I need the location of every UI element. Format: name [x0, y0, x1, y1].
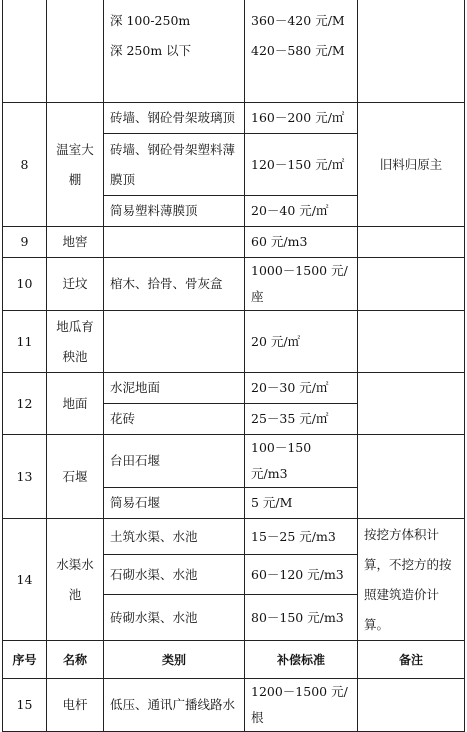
header-category: 类别: [104, 641, 245, 679]
row-number: 10: [3, 258, 47, 311]
row-name: 地瓜育秧池: [47, 311, 104, 373]
note-cell: 旧料归原主: [358, 103, 465, 227]
standard-cell: 1200－1500 元/根: [245, 679, 358, 732]
category-cell: [104, 311, 245, 373]
category-cell: [104, 0, 245, 103]
note-cell: 按挖方体积计算，不挖方的按照建筑造价计算。: [358, 519, 465, 641]
table-header: [3, 641, 465, 679]
standard-cell: 15－25 元/m3: [245, 519, 358, 555]
row-number: 12: [3, 373, 47, 435]
standard-cell: 20－40 元/㎡: [245, 196, 358, 227]
row-number: 8: [3, 103, 47, 227]
standard-line: 420－580 元/M: [251, 43, 345, 58]
standard-cell: 160－200 元/㎡: [245, 103, 358, 134]
standard-cell: 80－150 元/m3: [245, 595, 358, 641]
category-cell: 石砌水渠、水池: [104, 555, 245, 595]
standard-cell: 60－120 元/m3: [245, 555, 358, 595]
row-number: 11: [3, 311, 47, 373]
standard-cell: 100－150 元/m3: [245, 435, 358, 488]
standard-line: 360－420 元/M: [251, 13, 345, 28]
category-cell: 砖墙、钢砼骨架玻璃顶: [104, 103, 245, 134]
row-name: 地窖: [47, 227, 104, 258]
standard-cell: 5 元/M: [245, 488, 358, 519]
category-cell: 砖墙、钢砼骨架塑料薄膜顶: [104, 134, 245, 196]
row-name: 电杆: [47, 679, 104, 732]
row-name: 地面: [47, 373, 104, 435]
table-row: [3, 0, 465, 103]
row-name: 温室大棚: [47, 103, 104, 227]
category-cell: 水泥地面: [104, 373, 245, 404]
category-cell: 简易石堰: [104, 488, 245, 519]
standard-cell: 120－150 元/㎡: [245, 134, 358, 196]
table-row: [3, 519, 465, 555]
row-number: 9: [3, 227, 47, 258]
row-name: 迁坟: [47, 258, 104, 311]
table-row: [3, 679, 465, 732]
standard-cell: 60 元/m3: [245, 227, 358, 258]
header-no: 序号: [3, 641, 47, 679]
category-line: 深 250m 以下: [110, 43, 192, 58]
category-cell: 简易塑料薄膜顶: [104, 196, 245, 227]
table-row: [3, 311, 465, 373]
header-name: 名称: [47, 641, 104, 679]
compensation-table: [2, 0, 465, 732]
standard-cell: 20－30 元/㎡: [245, 373, 358, 404]
header-standard: 补偿标准: [245, 641, 358, 679]
category-cell: 棺木、拾骨、骨灰盒: [104, 258, 245, 311]
category-cell: [104, 227, 245, 258]
table-row: [3, 373, 465, 404]
row-number: 14: [3, 519, 47, 641]
table-row: [3, 435, 465, 488]
standard-cell: [245, 0, 358, 103]
row-number: 15: [3, 679, 47, 732]
standard-cell: 1000－1500 元/座: [245, 258, 358, 311]
category-cell: 土筑水渠、水池: [104, 519, 245, 555]
category-cell: 低压、通讯广播线路水: [104, 679, 245, 732]
row-number: 13: [3, 435, 47, 519]
standard-cell: 25－35 元/㎡: [245, 404, 358, 435]
standard-cell: 20 元/㎡: [245, 311, 358, 373]
row-name: 石堰: [47, 435, 104, 519]
table-row: [3, 227, 465, 258]
table-row: [3, 103, 465, 134]
category-cell: 台田石堰: [104, 435, 245, 488]
row-name: 水渠水池: [47, 519, 104, 641]
category-line: 深 100-250m: [110, 13, 191, 28]
header-note: 备注: [358, 641, 465, 679]
category-cell: 花砖: [104, 404, 245, 435]
table-row: [3, 258, 465, 311]
category-cell: 砖砌水渠、水池: [104, 595, 245, 641]
